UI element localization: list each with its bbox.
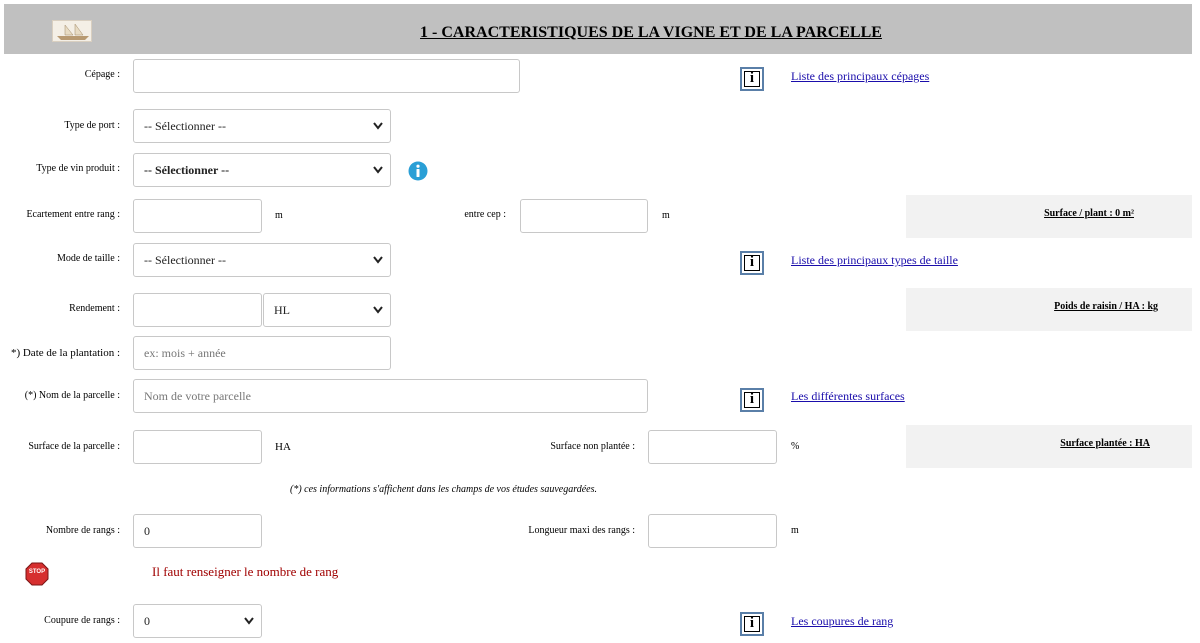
nom-parcelle-label: (*) Nom de la parcelle : (24, 390, 120, 401)
chevron-down-icon (243, 605, 255, 637)
section-header (4, 4, 1192, 54)
link-cepages[interactable]: Liste des principaux cépages (791, 69, 930, 83)
nom-parcelle-input[interactable]: Nom de votre parcelle (133, 379, 648, 413)
cepage-input[interactable] (133, 59, 520, 93)
surface-non-plantee-label: Surface non plantée : (550, 441, 635, 452)
mode-taille-label: Mode de taille : (56, 253, 120, 264)
rendement-unit-select[interactable] (263, 293, 391, 327)
mode-taille-select[interactable] (133, 243, 391, 277)
saved-fields-note: (*) ces informations s'affichent dans les champs de vos études sauvegardées. (290, 484, 597, 495)
chevron-down-icon (372, 154, 384, 186)
rendement-input[interactable] (133, 293, 262, 327)
ecartement-input[interactable] (133, 199, 262, 233)
info-circle-icon[interactable] (408, 161, 428, 181)
rendement-label: Rendement : (69, 303, 120, 314)
link-surfaces[interactable]: Les différentes surfaces (791, 389, 905, 403)
cepage-label: Cépage : (84, 69, 120, 80)
coupure-rangs-selected: 0 (144, 614, 150, 628)
entre-cep-label: entre cep : (464, 209, 506, 220)
link-tailles[interactable]: Liste des principaux types de taille (791, 253, 958, 267)
coupure-rangs-select[interactable] (133, 604, 262, 638)
type-port-label: Type de port : (64, 120, 120, 131)
info-icon-coupures[interactable]: i (740, 612, 764, 636)
chevron-down-icon (372, 244, 384, 276)
surface-plantee-panel (906, 425, 1192, 468)
surface-plant-panel (906, 195, 1192, 238)
surface-parcelle-unit: HA (275, 441, 291, 453)
entre-cep-input[interactable] (520, 199, 648, 233)
ecartement-unit: m (275, 210, 283, 221)
coupure-rangs-label: Coupure de rangs : (44, 615, 120, 626)
nombre-rangs-input[interactable]: 0 (133, 514, 262, 548)
poids-raisin-panel (906, 288, 1192, 331)
stop-icon-text: STOP (28, 569, 46, 575)
type-vin-selected: -- Sélectionner -- (144, 163, 230, 177)
surface-non-plantee-unit: % (791, 441, 800, 452)
longueur-rangs-unit: m (791, 525, 799, 536)
type-vin-select[interactable] (133, 153, 391, 187)
surface-parcelle-label: Surface de la parcelle : (28, 441, 120, 452)
page-title: 1 - CARACTERISTIQUES DE LA VIGNE ET DE LA PARCELLE (420, 24, 882, 41)
poids-raisin-text: Poids de raisin / HA : kg (1054, 301, 1158, 312)
chevron-down-icon (372, 110, 384, 142)
nombre-rangs-label: Nombre de rangs : (45, 525, 120, 536)
longueur-rangs-label: Longueur maxi des rangs : (528, 525, 635, 536)
longueur-rangs-input[interactable] (648, 514, 777, 548)
rendement-unit-selected: HL (274, 303, 290, 317)
info-icon-tailles[interactable]: i (740, 251, 764, 275)
surface-parcelle-input[interactable] (133, 430, 262, 464)
link-coupures[interactable]: Les coupures de rang (791, 614, 894, 628)
ecartement-label: Ecartement entre rang : (26, 209, 120, 220)
entre-cep-unit: m (662, 210, 670, 221)
type-port-selected: -- Sélectionner -- (144, 119, 226, 133)
error-message: Il faut renseigner le nombre de rang (152, 564, 339, 579)
chevron-down-icon (372, 294, 384, 326)
info-icon-surfaces[interactable]: i (740, 388, 764, 412)
surface-plantee-text: Surface plantée : HA (1060, 438, 1150, 449)
info-icon-cepages[interactable]: i (740, 67, 764, 91)
date-plantation-input[interactable]: ex: mois + année (133, 336, 391, 370)
type-port-select[interactable] (133, 109, 391, 143)
type-vin-label: Type de vin produit : (36, 163, 120, 174)
surface-plant-text: Surface / plant : 0 m² (1044, 208, 1134, 219)
mode-taille-selected: -- Sélectionner -- (144, 253, 226, 267)
stop-icon (25, 562, 49, 586)
surface-non-plantee-input[interactable] (648, 430, 777, 464)
date-plantation-label: *) Date de la plantation : (10, 347, 120, 359)
